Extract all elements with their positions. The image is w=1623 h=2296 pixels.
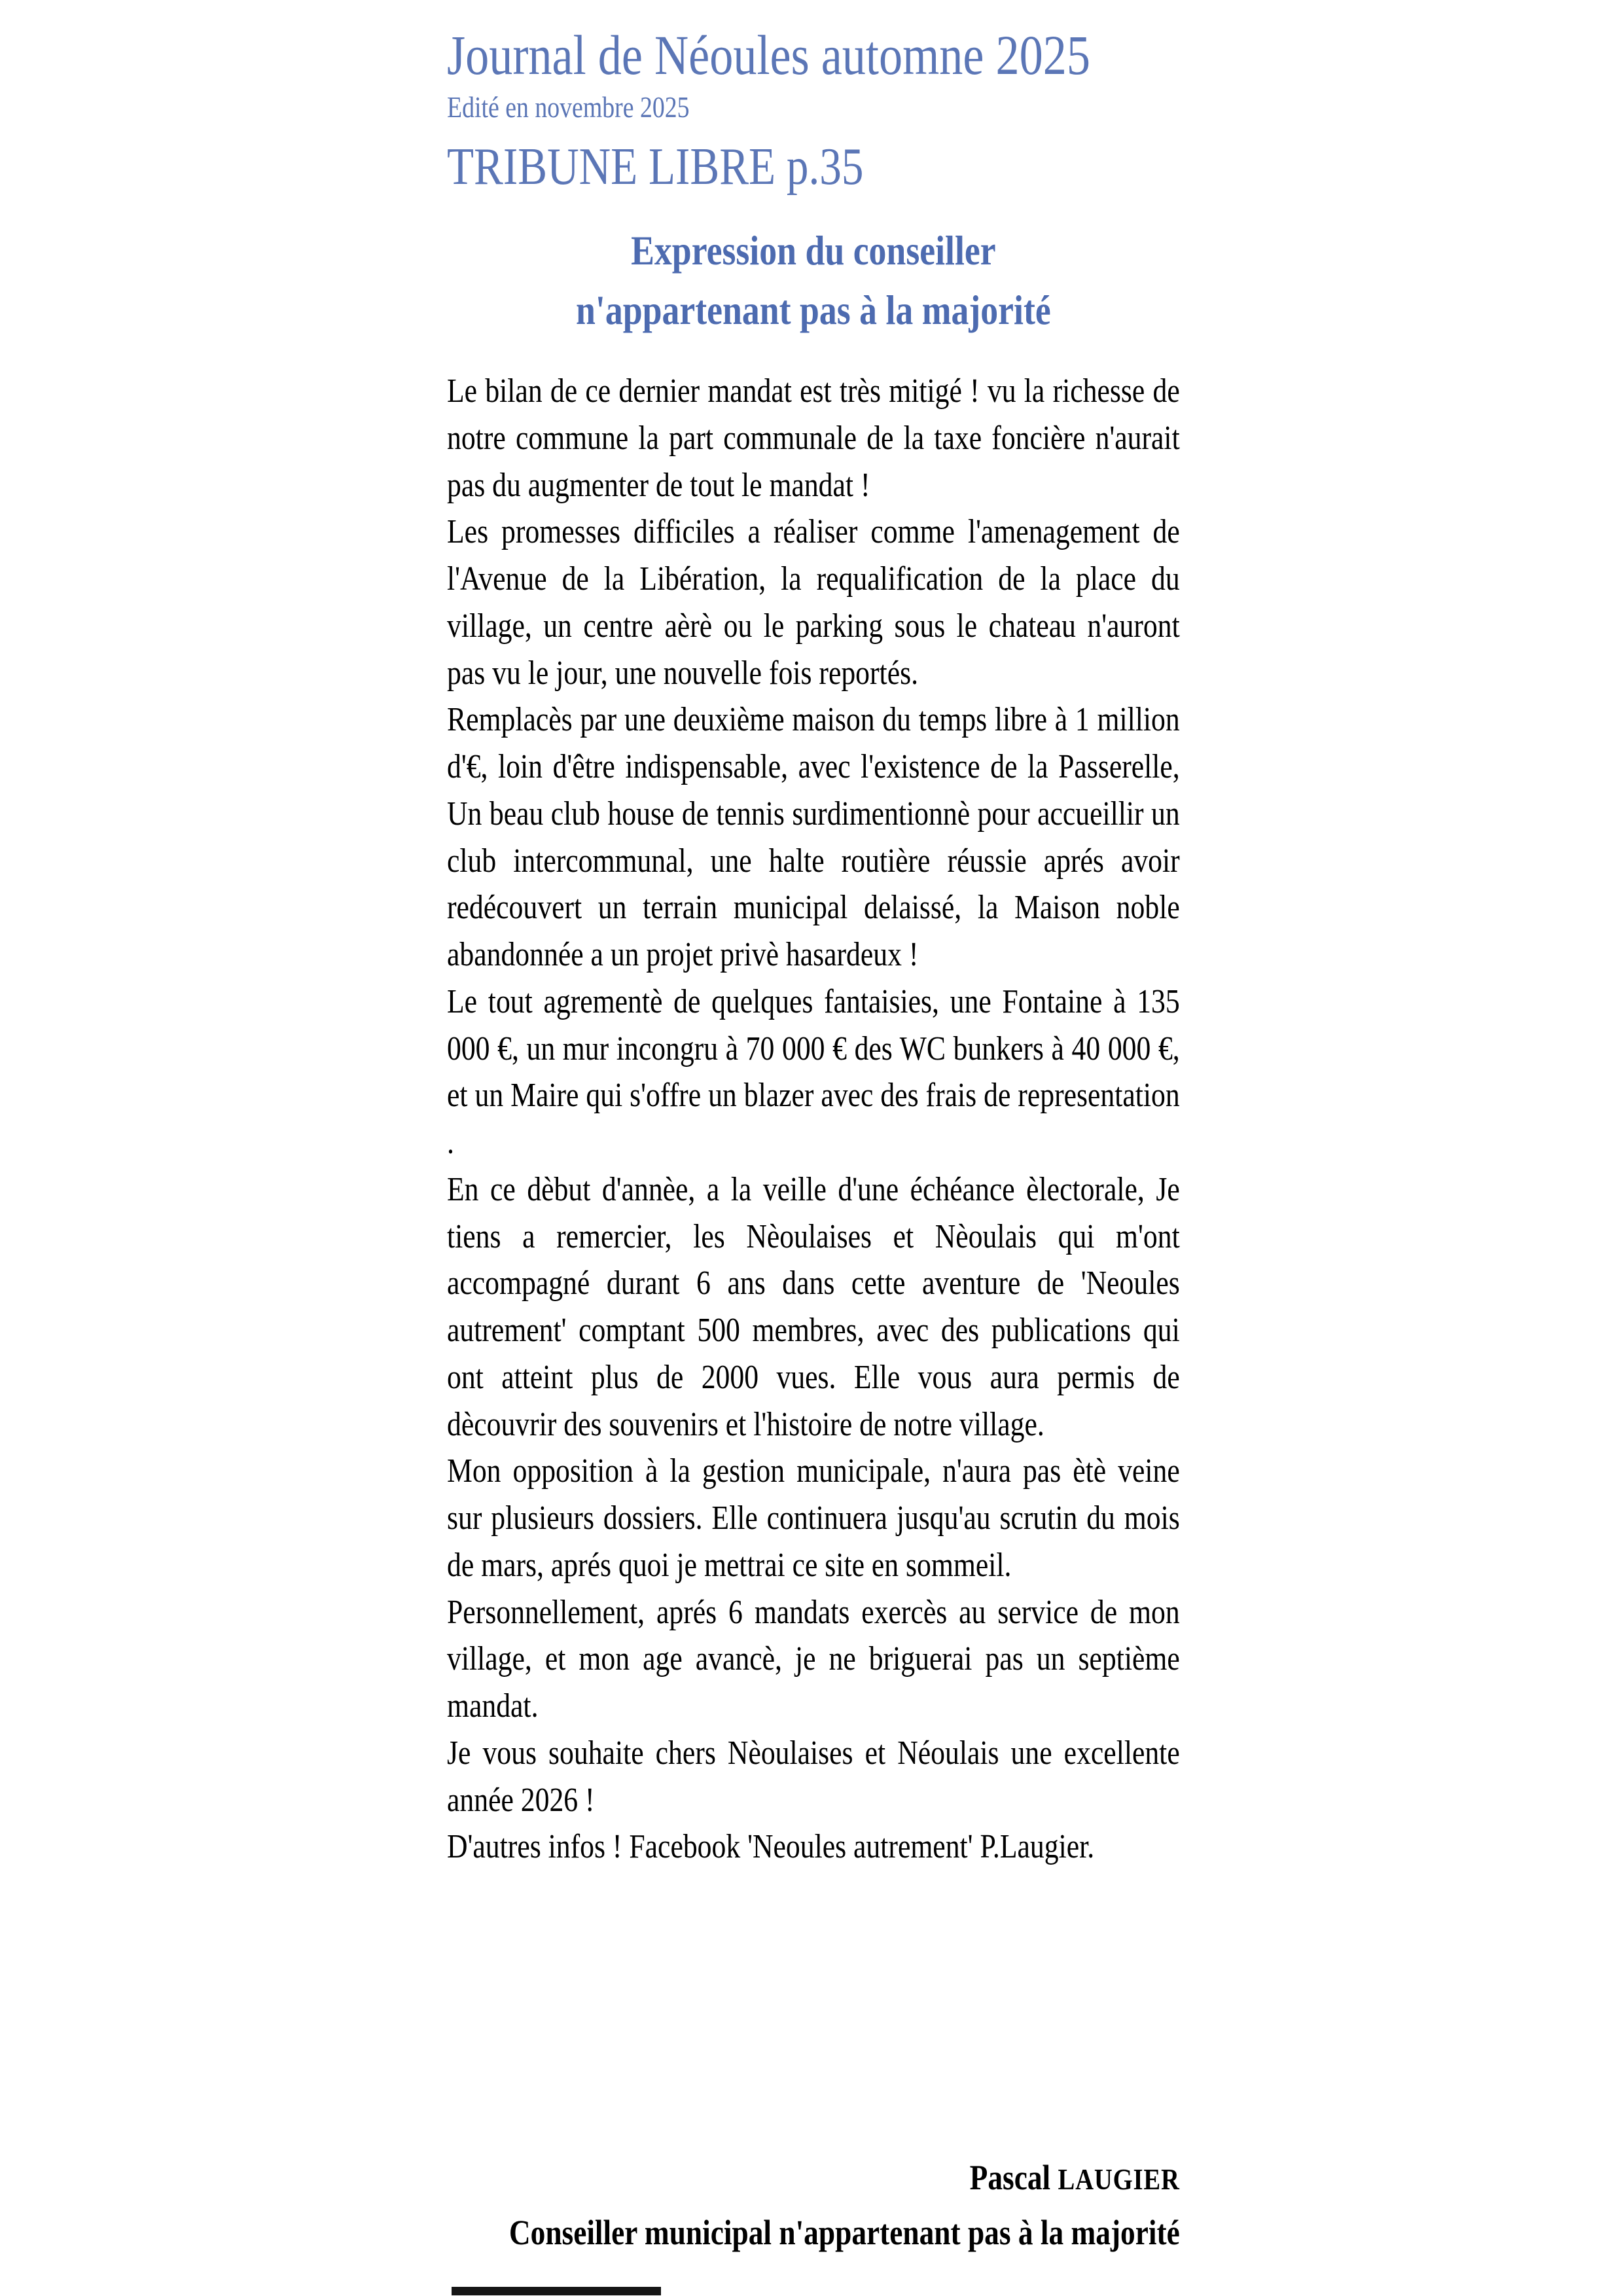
content-column [447,0,1180,1871]
paragraph: Mon opposition à la gestion municipale, n'aura pas ètè veine sur plusieurs dossiers. Elle continuera jusqu'au scrutin du mois de mars, aprés quoi je mettrai ce site en sommeil. [447,1452,1180,1584]
signature-footer [447,2155,1180,2255]
paragraph: Personnellement, aprés 6 mandats exercès au service de mon village, et mon age avancè, je ne briguerai pas un septième mandat. [447,1593,1180,1725]
article-title-line1: Expression du conseiller [631,227,996,274]
article-title-line2: n'appartenant pas à la majorité [575,287,1051,334]
edition-note: Edité en novembre 2025 [447,90,690,124]
article-title [447,221,1180,340]
author-first-name: Pascal [969,2158,1058,2197]
paragraph: Les promesses difficiles a réaliser comme l'amenagement de l'Avenue de la Libération, la requalification de la place du village, un centre aèrè ou le parking sous le chateau n'auront pas vu le jour, une nouvelle fois reportés. [447,513,1180,692]
paragraph: Remplacès par une deuxième maison du temps libre à 1 million d'€, loin d'être indispensable, avec l'existence de la Passerelle, Un beau club house de tennis surdimentionnè pour accueillir un club intercommunal, une halte routière réussie aprés avoir redécouvert un terrain municipal delaissé, la Maison noble abandonnée a un projet privè hasardeux ! [447,701,1180,974]
paragraph: D'autres infos ! Facebook 'Neoules autrement' P.Laugier. [447,1828,1095,1866]
paragraph: En ce dèbut d'annèe, a la veille d'une échéance èlectorale, Je tiens a remercier, les Nèoulaises et Nèoulais qui m'ont accompagné durant 6 ans dans cette aventure de 'Neoules autrement' comptant 500 membres, avec des publications qui ont atteint plus de 2000 vues. Elle vous aura permis de dècouvrir des souvenirs et l'histoire de notre village. [447,1170,1180,1443]
paragraph: Le tout agrementè de quelques fantaisies, une Fontaine à 135 000 €, un mur incongru à 70 000 € des WC bunkers à 40 000 €, et un Maire qui s'offre un blazer avec des frais de representation . [447,982,1180,1162]
section-title: TRIBUNE LIBRE p.35 [447,137,864,196]
paragraph: Je vous souhaite chers Nèoulaises et Néoulais une excellente année 2026 ! [447,1734,1180,1819]
bottom-bar [452,2287,661,2295]
author-last-name: LAUGIER [1058,2162,1180,2196]
article-body [447,368,1180,1871]
paragraph: Le bilan de ce dernier mandat est très mitigé ! vu la richesse de notre commune la part communale de la taxe foncière n'aurait pas du augmenter de tout le mandat ! [447,372,1180,504]
author-name [447,2155,1180,2200]
journal-title: Journal de Néoules automne 2025 [447,24,1091,86]
author-role: Conseiller municipal n'appartenant pas à la majorité [508,2213,1180,2253]
